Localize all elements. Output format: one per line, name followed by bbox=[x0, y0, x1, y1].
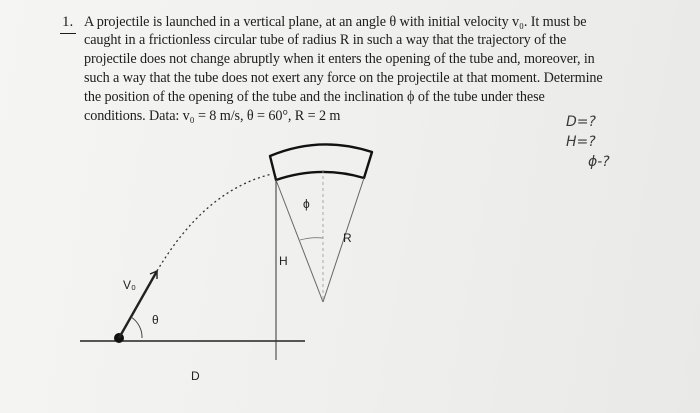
theta-arc bbox=[131, 317, 142, 338]
phi-arc bbox=[300, 238, 323, 240]
label-theta: θ bbox=[152, 313, 159, 327]
circular-tube bbox=[270, 144, 372, 180]
label-height: H bbox=[279, 254, 288, 268]
problem-line-2: caught in a frictionless circular tube of radius R in such a way that the trajectory of the bbox=[84, 32, 567, 48]
label-phi: ϕ bbox=[303, 197, 310, 211]
problem-number-text: 1. bbox=[62, 14, 74, 30]
problem-line-5: the position of the opening of the tube and the inclination ϕ of the tube under these bbox=[84, 89, 545, 105]
label-radius: R bbox=[343, 231, 352, 245]
answer-d: D=? bbox=[566, 114, 596, 130]
label-distance: D bbox=[191, 369, 200, 383]
answer-h: H=? bbox=[566, 134, 596, 150]
problem-line-3: projectile does not change abruptly when it enters the opening of the tube and, moreover, in bbox=[84, 51, 595, 67]
problem-line-4: such a way that the tube does not exert any force on the projectile at that moment. Determine bbox=[84, 70, 603, 86]
trajectory-path bbox=[157, 174, 272, 271]
problem-line-1: A projectile is launched in a vertical plane, at an angle θ with initial velocity v₀. It must be bbox=[84, 14, 587, 30]
radius-line-left bbox=[276, 180, 323, 302]
problem-line-6: conditions. Data: v₀ = 8 m/s, θ = 60°, R = 2 m bbox=[84, 108, 341, 124]
answer-phi: ϕ-? bbox=[588, 154, 610, 170]
label-v0: V₀ bbox=[123, 278, 136, 292]
